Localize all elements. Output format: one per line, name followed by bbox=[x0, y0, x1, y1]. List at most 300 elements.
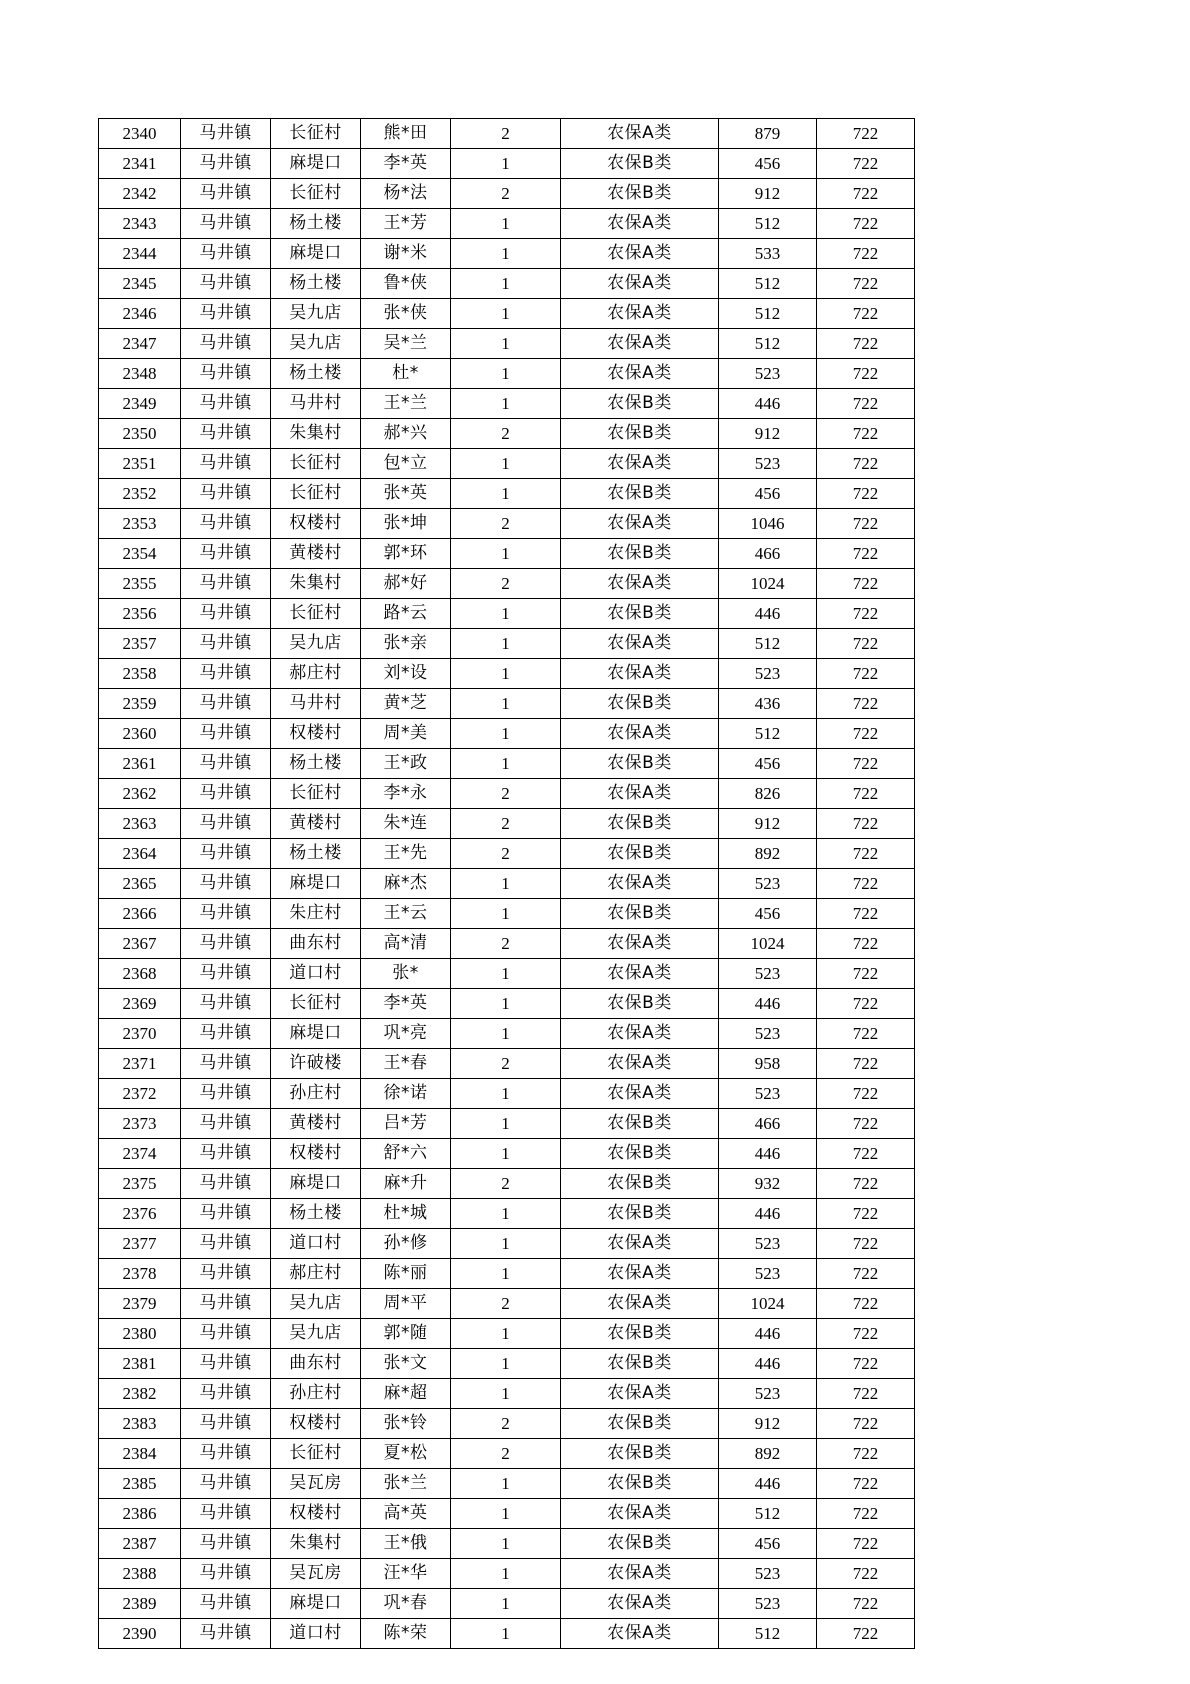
cell-amount: 456 bbox=[719, 749, 817, 779]
cell-id: 2352 bbox=[99, 479, 181, 509]
cell-id: 2390 bbox=[99, 1619, 181, 1649]
cell-village: 孙庄村 bbox=[271, 1379, 361, 1409]
cell-name: 王*芳 bbox=[361, 209, 451, 239]
cell-town: 马井镇 bbox=[181, 359, 271, 389]
cell-count: 1 bbox=[451, 599, 561, 629]
cell-standard: 722 bbox=[817, 959, 915, 989]
cell-village: 道口村 bbox=[271, 959, 361, 989]
table-row bbox=[99, 179, 915, 209]
cell-type: 农保A类 bbox=[561, 1079, 719, 1109]
cell-village: 杨土楼 bbox=[271, 1199, 361, 1229]
cell-standard: 722 bbox=[817, 749, 915, 779]
cell-count: 2 bbox=[451, 569, 561, 599]
cell-id: 2371 bbox=[99, 1049, 181, 1079]
cell-town: 马井镇 bbox=[181, 839, 271, 869]
table-row bbox=[99, 1559, 915, 1589]
cell-standard: 722 bbox=[817, 1559, 915, 1589]
cell-standard: 722 bbox=[817, 1319, 915, 1349]
cell-type: 农保B类 bbox=[561, 1409, 719, 1439]
cell-village: 麻堤口 bbox=[271, 1169, 361, 1199]
cell-count: 2 bbox=[451, 1049, 561, 1079]
cell-town: 马井镇 bbox=[181, 449, 271, 479]
cell-village: 杨土楼 bbox=[271, 359, 361, 389]
cell-village: 长征村 bbox=[271, 1439, 361, 1469]
cell-id: 2368 bbox=[99, 959, 181, 989]
cell-village: 道口村 bbox=[271, 1229, 361, 1259]
cell-type: 农保B类 bbox=[561, 149, 719, 179]
cell-count: 1 bbox=[451, 659, 561, 689]
cell-type: 农保B类 bbox=[561, 749, 719, 779]
table-row bbox=[99, 1439, 915, 1469]
cell-standard: 722 bbox=[817, 839, 915, 869]
cell-type: 农保A类 bbox=[561, 1499, 719, 1529]
cell-name: 张*铃 bbox=[361, 1409, 451, 1439]
cell-town: 马井镇 bbox=[181, 1409, 271, 1439]
cell-amount: 466 bbox=[719, 1109, 817, 1139]
cell-town: 马井镇 bbox=[181, 659, 271, 689]
cell-standard: 722 bbox=[817, 719, 915, 749]
cell-town: 马井镇 bbox=[181, 119, 271, 149]
cell-town: 马井镇 bbox=[181, 209, 271, 239]
cell-type: 农保A类 bbox=[561, 299, 719, 329]
cell-count: 1 bbox=[451, 1229, 561, 1259]
cell-town: 马井镇 bbox=[181, 299, 271, 329]
cell-count: 1 bbox=[451, 1619, 561, 1649]
cell-amount: 512 bbox=[719, 299, 817, 329]
cell-amount: 512 bbox=[719, 1619, 817, 1649]
cell-village: 吴九店 bbox=[271, 299, 361, 329]
table-row bbox=[99, 119, 915, 149]
cell-standard: 722 bbox=[817, 329, 915, 359]
cell-amount: 446 bbox=[719, 1319, 817, 1349]
cell-name: 麻*升 bbox=[361, 1169, 451, 1199]
cell-standard: 722 bbox=[817, 539, 915, 569]
cell-town: 马井镇 bbox=[181, 269, 271, 299]
table-row bbox=[99, 989, 915, 1019]
cell-type: 农保A类 bbox=[561, 629, 719, 659]
cell-id: 2374 bbox=[99, 1139, 181, 1169]
cell-town: 马井镇 bbox=[181, 329, 271, 359]
cell-standard: 722 bbox=[817, 899, 915, 929]
cell-id: 2358 bbox=[99, 659, 181, 689]
cell-standard: 722 bbox=[817, 419, 915, 449]
table-row bbox=[99, 389, 915, 419]
cell-count: 1 bbox=[451, 209, 561, 239]
cell-village: 吴九店 bbox=[271, 1319, 361, 1349]
cell-id: 2377 bbox=[99, 1229, 181, 1259]
cell-count: 1 bbox=[451, 719, 561, 749]
table-row bbox=[99, 899, 915, 929]
cell-village: 朱集村 bbox=[271, 1529, 361, 1559]
cell-village: 道口村 bbox=[271, 1619, 361, 1649]
cell-count: 1 bbox=[451, 1019, 561, 1049]
cell-type: 农保A类 bbox=[561, 239, 719, 269]
cell-name: 杜* bbox=[361, 359, 451, 389]
cell-town: 马井镇 bbox=[181, 1469, 271, 1499]
cell-type: 农保A类 bbox=[561, 269, 719, 299]
cell-standard: 722 bbox=[817, 239, 915, 269]
cell-type: 农保A类 bbox=[561, 959, 719, 989]
cell-count: 1 bbox=[451, 1589, 561, 1619]
cell-village: 马井村 bbox=[271, 689, 361, 719]
cell-village: 麻堤口 bbox=[271, 239, 361, 269]
cell-name: 张*侠 bbox=[361, 299, 451, 329]
cell-standard: 722 bbox=[817, 1229, 915, 1259]
cell-village: 权楼村 bbox=[271, 1409, 361, 1439]
table-row bbox=[99, 1499, 915, 1529]
cell-name: 李*英 bbox=[361, 989, 451, 1019]
cell-village: 吴瓦房 bbox=[271, 1469, 361, 1499]
cell-town: 马井镇 bbox=[181, 749, 271, 779]
cell-id: 2348 bbox=[99, 359, 181, 389]
cell-name: 郝*好 bbox=[361, 569, 451, 599]
cell-standard: 722 bbox=[817, 299, 915, 329]
cell-standard: 722 bbox=[817, 1139, 915, 1169]
cell-amount: 523 bbox=[719, 1259, 817, 1289]
cell-type: 农保A类 bbox=[561, 1019, 719, 1049]
cell-name: 孙*修 bbox=[361, 1229, 451, 1259]
cell-count: 1 bbox=[451, 1469, 561, 1499]
cell-count: 1 bbox=[451, 389, 561, 419]
cell-type: 农保B类 bbox=[561, 1109, 719, 1139]
cell-town: 马井镇 bbox=[181, 1169, 271, 1199]
cell-id: 2373 bbox=[99, 1109, 181, 1139]
table-row bbox=[99, 419, 915, 449]
cell-count: 2 bbox=[451, 839, 561, 869]
cell-name: 舒*六 bbox=[361, 1139, 451, 1169]
cell-town: 马井镇 bbox=[181, 689, 271, 719]
cell-village: 杨土楼 bbox=[271, 269, 361, 299]
cell-amount: 512 bbox=[719, 719, 817, 749]
cell-town: 马井镇 bbox=[181, 869, 271, 899]
cell-count: 1 bbox=[451, 1079, 561, 1109]
table-row bbox=[99, 449, 915, 479]
table-row bbox=[99, 1169, 915, 1199]
cell-amount: 523 bbox=[719, 1589, 817, 1619]
cell-village: 麻堤口 bbox=[271, 869, 361, 899]
cell-amount: 1024 bbox=[719, 929, 817, 959]
cell-name: 周*美 bbox=[361, 719, 451, 749]
cell-village: 朱庄村 bbox=[271, 899, 361, 929]
cell-type: 农保B类 bbox=[561, 1439, 719, 1469]
cell-type: 农保A类 bbox=[561, 509, 719, 539]
cell-town: 马井镇 bbox=[181, 569, 271, 599]
cell-id: 2364 bbox=[99, 839, 181, 869]
cell-standard: 722 bbox=[817, 869, 915, 899]
cell-town: 马井镇 bbox=[181, 1499, 271, 1529]
table-row bbox=[99, 299, 915, 329]
cell-name: 谢*米 bbox=[361, 239, 451, 269]
cell-id: 2351 bbox=[99, 449, 181, 479]
cell-id: 2365 bbox=[99, 869, 181, 899]
cell-village: 长征村 bbox=[271, 779, 361, 809]
cell-count: 2 bbox=[451, 809, 561, 839]
cell-type: 农保B类 bbox=[561, 1349, 719, 1379]
table-row bbox=[99, 1199, 915, 1229]
table-row bbox=[99, 329, 915, 359]
cell-id: 2380 bbox=[99, 1319, 181, 1349]
cell-type: 农保A类 bbox=[561, 1589, 719, 1619]
cell-amount: 456 bbox=[719, 149, 817, 179]
table-row bbox=[99, 1109, 915, 1139]
cell-town: 马井镇 bbox=[181, 1289, 271, 1319]
cell-standard: 722 bbox=[817, 1379, 915, 1409]
cell-standard: 722 bbox=[817, 1619, 915, 1649]
cell-village: 吴九店 bbox=[271, 629, 361, 659]
cell-name: 吴*兰 bbox=[361, 329, 451, 359]
cell-id: 2361 bbox=[99, 749, 181, 779]
cell-standard: 722 bbox=[817, 1259, 915, 1289]
cell-count: 1 bbox=[451, 689, 561, 719]
cell-id: 2343 bbox=[99, 209, 181, 239]
cell-standard: 722 bbox=[817, 1499, 915, 1529]
cell-id: 2375 bbox=[99, 1169, 181, 1199]
table-row bbox=[99, 659, 915, 689]
cell-town: 马井镇 bbox=[181, 1379, 271, 1409]
cell-town: 马井镇 bbox=[181, 1109, 271, 1139]
cell-town: 马井镇 bbox=[181, 1529, 271, 1559]
cell-name: 杨*法 bbox=[361, 179, 451, 209]
cell-amount: 533 bbox=[719, 239, 817, 269]
cell-amount: 523 bbox=[719, 359, 817, 389]
cell-name: 巩*亮 bbox=[361, 1019, 451, 1049]
cell-id: 2383 bbox=[99, 1409, 181, 1439]
cell-count: 1 bbox=[451, 959, 561, 989]
cell-village: 黄楼村 bbox=[271, 539, 361, 569]
cell-town: 马井镇 bbox=[181, 1589, 271, 1619]
cell-amount: 523 bbox=[719, 1229, 817, 1259]
cell-type: 农保A类 bbox=[561, 209, 719, 239]
cell-name: 周*平 bbox=[361, 1289, 451, 1319]
cell-amount: 446 bbox=[719, 989, 817, 1019]
cell-id: 2382 bbox=[99, 1379, 181, 1409]
cell-amount: 456 bbox=[719, 899, 817, 929]
cell-type: 农保A类 bbox=[561, 329, 719, 359]
cell-count: 1 bbox=[451, 749, 561, 779]
table-row bbox=[99, 1469, 915, 1499]
cell-count: 1 bbox=[451, 359, 561, 389]
cell-village: 长征村 bbox=[271, 179, 361, 209]
cell-name: 夏*松 bbox=[361, 1439, 451, 1469]
cell-name: 陈*荣 bbox=[361, 1619, 451, 1649]
cell-count: 2 bbox=[451, 419, 561, 449]
cell-id: 2366 bbox=[99, 899, 181, 929]
cell-id: 2386 bbox=[99, 1499, 181, 1529]
cell-id: 2354 bbox=[99, 539, 181, 569]
cell-town: 马井镇 bbox=[181, 629, 271, 659]
table-row bbox=[99, 239, 915, 269]
cell-amount: 446 bbox=[719, 389, 817, 419]
cell-count: 2 bbox=[451, 1439, 561, 1469]
table-row bbox=[99, 269, 915, 299]
cell-count: 1 bbox=[451, 1139, 561, 1169]
cell-type: 农保B类 bbox=[561, 1469, 719, 1499]
cell-town: 马井镇 bbox=[181, 539, 271, 569]
cell-count: 1 bbox=[451, 1379, 561, 1409]
cell-name: 张*亲 bbox=[361, 629, 451, 659]
cell-standard: 722 bbox=[817, 809, 915, 839]
cell-id: 2362 bbox=[99, 779, 181, 809]
cell-type: 农保A类 bbox=[561, 1379, 719, 1409]
cell-name: 麻*杰 bbox=[361, 869, 451, 899]
cell-village: 杨土楼 bbox=[271, 209, 361, 239]
cell-town: 马井镇 bbox=[181, 1559, 271, 1589]
cell-standard: 722 bbox=[817, 1169, 915, 1199]
cell-id: 2385 bbox=[99, 1469, 181, 1499]
cell-standard: 722 bbox=[817, 359, 915, 389]
table-row bbox=[99, 1349, 915, 1379]
cell-amount: 892 bbox=[719, 839, 817, 869]
cell-id: 2347 bbox=[99, 329, 181, 359]
cell-name: 高*英 bbox=[361, 1499, 451, 1529]
cell-type: 农保B类 bbox=[561, 389, 719, 419]
cell-amount: 512 bbox=[719, 1499, 817, 1529]
cell-amount: 512 bbox=[719, 209, 817, 239]
cell-standard: 722 bbox=[817, 779, 915, 809]
cell-amount: 912 bbox=[719, 179, 817, 209]
cell-type: 农保B类 bbox=[561, 179, 719, 209]
cell-town: 马井镇 bbox=[181, 1229, 271, 1259]
cell-village: 黄楼村 bbox=[271, 1109, 361, 1139]
cell-amount: 446 bbox=[719, 1349, 817, 1379]
cell-amount: 826 bbox=[719, 779, 817, 809]
cell-type: 农保B类 bbox=[561, 839, 719, 869]
cell-town: 马井镇 bbox=[181, 1349, 271, 1379]
cell-count: 1 bbox=[451, 449, 561, 479]
cell-type: 农保A类 bbox=[561, 719, 719, 749]
cell-id: 2340 bbox=[99, 119, 181, 149]
cell-type: 农保B类 bbox=[561, 1169, 719, 1199]
cell-standard: 722 bbox=[817, 179, 915, 209]
cell-town: 马井镇 bbox=[181, 1019, 271, 1049]
cell-village: 朱集村 bbox=[271, 419, 361, 449]
cell-village: 长征村 bbox=[271, 479, 361, 509]
cell-count: 1 bbox=[451, 1319, 561, 1349]
cell-amount: 512 bbox=[719, 629, 817, 659]
cell-amount: 523 bbox=[719, 659, 817, 689]
cell-town: 马井镇 bbox=[181, 389, 271, 419]
table-row bbox=[99, 1229, 915, 1259]
table-row bbox=[99, 1619, 915, 1649]
cell-count: 2 bbox=[451, 1169, 561, 1199]
cell-town: 马井镇 bbox=[181, 1319, 271, 1349]
cell-amount: 446 bbox=[719, 1469, 817, 1499]
table-row bbox=[99, 209, 915, 239]
cell-amount: 523 bbox=[719, 1559, 817, 1589]
cell-amount: 446 bbox=[719, 599, 817, 629]
cell-town: 马井镇 bbox=[181, 779, 271, 809]
table-row bbox=[99, 1379, 915, 1409]
cell-count: 1 bbox=[451, 1199, 561, 1229]
table-row bbox=[99, 1589, 915, 1619]
cell-amount: 879 bbox=[719, 119, 817, 149]
table-row bbox=[99, 1409, 915, 1439]
cell-count: 1 bbox=[451, 1349, 561, 1379]
cell-name: 包*立 bbox=[361, 449, 451, 479]
cell-standard: 722 bbox=[817, 1439, 915, 1469]
cell-name: 徐*诺 bbox=[361, 1079, 451, 1109]
cell-type: 农保A类 bbox=[561, 359, 719, 389]
cell-name: 陈*丽 bbox=[361, 1259, 451, 1289]
table-row bbox=[99, 509, 915, 539]
cell-type: 农保A类 bbox=[561, 1049, 719, 1079]
table-row bbox=[99, 1259, 915, 1289]
cell-name: 汪*华 bbox=[361, 1559, 451, 1589]
cell-id: 2379 bbox=[99, 1289, 181, 1319]
cell-standard: 722 bbox=[817, 1589, 915, 1619]
cell-name: 王*兰 bbox=[361, 389, 451, 419]
cell-id: 2355 bbox=[99, 569, 181, 599]
table-row bbox=[99, 1079, 915, 1109]
cell-amount: 456 bbox=[719, 1529, 817, 1559]
cell-count: 2 bbox=[451, 929, 561, 959]
cell-village: 朱集村 bbox=[271, 569, 361, 599]
cell-count: 1 bbox=[451, 989, 561, 1019]
cell-standard: 722 bbox=[817, 509, 915, 539]
table-row bbox=[99, 929, 915, 959]
cell-village: 孙庄村 bbox=[271, 1079, 361, 1109]
cell-type: 农保A类 bbox=[561, 1289, 719, 1319]
cell-count: 1 bbox=[451, 1499, 561, 1529]
cell-name: 张*英 bbox=[361, 479, 451, 509]
cell-count: 2 bbox=[451, 1409, 561, 1439]
table-row bbox=[99, 1319, 915, 1349]
cell-type: 农保A类 bbox=[561, 1559, 719, 1589]
subsidy-table-container bbox=[98, 118, 879, 1649]
cell-amount: 1024 bbox=[719, 1289, 817, 1319]
cell-id: 2359 bbox=[99, 689, 181, 719]
cell-village: 吴瓦房 bbox=[271, 1559, 361, 1589]
table-row bbox=[99, 809, 915, 839]
cell-name: 巩*春 bbox=[361, 1589, 451, 1619]
cell-amount: 523 bbox=[719, 1079, 817, 1109]
cell-amount: 436 bbox=[719, 689, 817, 719]
cell-type: 农保B类 bbox=[561, 989, 719, 1019]
table-row bbox=[99, 479, 915, 509]
table-row bbox=[99, 1019, 915, 1049]
cell-amount: 523 bbox=[719, 1379, 817, 1409]
cell-town: 马井镇 bbox=[181, 959, 271, 989]
table-row bbox=[99, 1139, 915, 1169]
cell-name: 杜*城 bbox=[361, 1199, 451, 1229]
table-row bbox=[99, 599, 915, 629]
cell-village: 吴九店 bbox=[271, 1289, 361, 1319]
cell-id: 2363 bbox=[99, 809, 181, 839]
cell-name: 麻*超 bbox=[361, 1379, 451, 1409]
table-row bbox=[99, 539, 915, 569]
cell-type: 农保B类 bbox=[561, 539, 719, 569]
cell-standard: 722 bbox=[817, 1079, 915, 1109]
cell-count: 1 bbox=[451, 899, 561, 929]
cell-amount: 512 bbox=[719, 269, 817, 299]
cell-amount: 912 bbox=[719, 419, 817, 449]
cell-town: 马井镇 bbox=[181, 479, 271, 509]
cell-standard: 722 bbox=[817, 1199, 915, 1229]
cell-count: 1 bbox=[451, 269, 561, 299]
cell-standard: 722 bbox=[817, 209, 915, 239]
cell-name: 李*英 bbox=[361, 149, 451, 179]
cell-name: 郝*兴 bbox=[361, 419, 451, 449]
cell-count: 1 bbox=[451, 629, 561, 659]
cell-town: 马井镇 bbox=[181, 509, 271, 539]
cell-name: 郭*随 bbox=[361, 1319, 451, 1349]
cell-town: 马井镇 bbox=[181, 1199, 271, 1229]
cell-id: 2350 bbox=[99, 419, 181, 449]
cell-village: 权楼村 bbox=[271, 1139, 361, 1169]
cell-name: 鲁*侠 bbox=[361, 269, 451, 299]
cell-amount: 446 bbox=[719, 1199, 817, 1229]
cell-town: 马井镇 bbox=[181, 239, 271, 269]
